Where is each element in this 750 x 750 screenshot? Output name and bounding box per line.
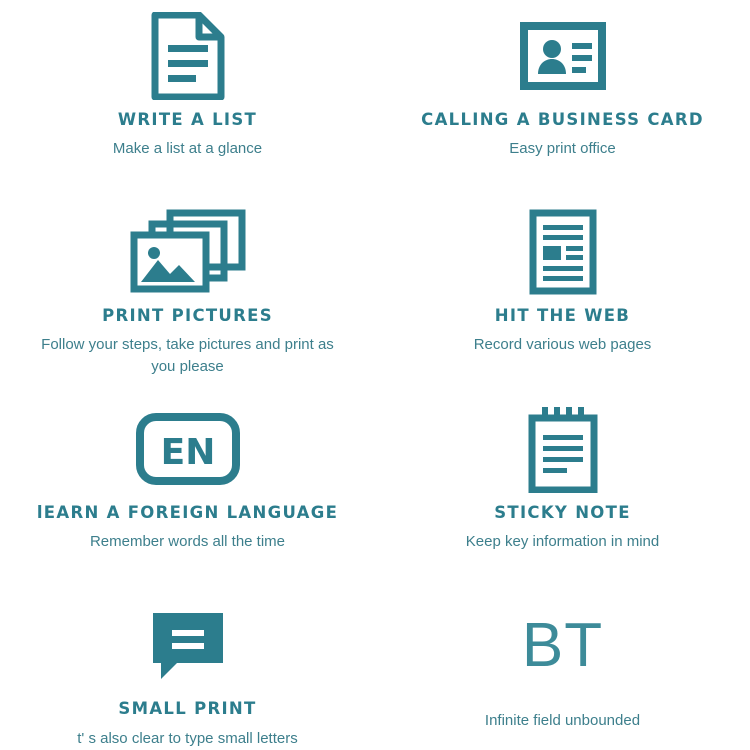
feature-card-small-print xyxy=(0,590,375,750)
feature-title: lEARN A FOREIGN LANGUAGE xyxy=(36,503,339,522)
en-language-icon xyxy=(136,401,240,497)
feature-card-learn-a-foreign-language xyxy=(0,385,375,590)
feature-card-calling-a-business-card xyxy=(375,0,750,190)
feature-title: WRITE A LIST xyxy=(117,110,258,129)
document-list-icon xyxy=(151,8,225,104)
web-page-icon xyxy=(529,204,597,300)
feature-desc: Follow your steps, take pictures and print as you please xyxy=(41,336,334,375)
feature-title: PRINT PICTURES xyxy=(102,306,273,325)
feature-card-infinite-field xyxy=(375,590,750,750)
feature-desc: Infinite field unbounded xyxy=(484,712,641,729)
feature-title: STICKY NOTE xyxy=(494,503,631,522)
sticky-note-icon xyxy=(526,401,600,497)
feature-desc: Easy print office xyxy=(509,140,616,157)
photos-stack-icon xyxy=(130,204,246,300)
speech-bubble-icon xyxy=(149,598,227,693)
feature-title: SMALL PRINT xyxy=(118,699,257,719)
feature-card-sticky-note xyxy=(375,385,750,590)
bt-glyph: BT xyxy=(521,611,604,680)
svg-text:EN: EN xyxy=(160,432,215,473)
feature-desc: Remember words all the time xyxy=(89,533,286,550)
feature-title: CALLING A BUSINESS CARD xyxy=(421,110,704,129)
bt-text-icon xyxy=(522,598,603,694)
feature-desc: t' s also clear to type small letters xyxy=(77,730,298,748)
feature-card-hit-the-web xyxy=(375,190,750,385)
feature-desc: Record various web pages xyxy=(473,336,652,353)
feature-desc: Keep key information in mind xyxy=(465,533,660,550)
feature-title: HIT THE WEB xyxy=(494,306,631,325)
business-card-icon xyxy=(520,8,606,104)
feature-card-write-a-list xyxy=(0,0,375,190)
feature-desc: Make a list at a glance xyxy=(112,140,263,157)
feature-card-print-pictures xyxy=(0,190,375,385)
